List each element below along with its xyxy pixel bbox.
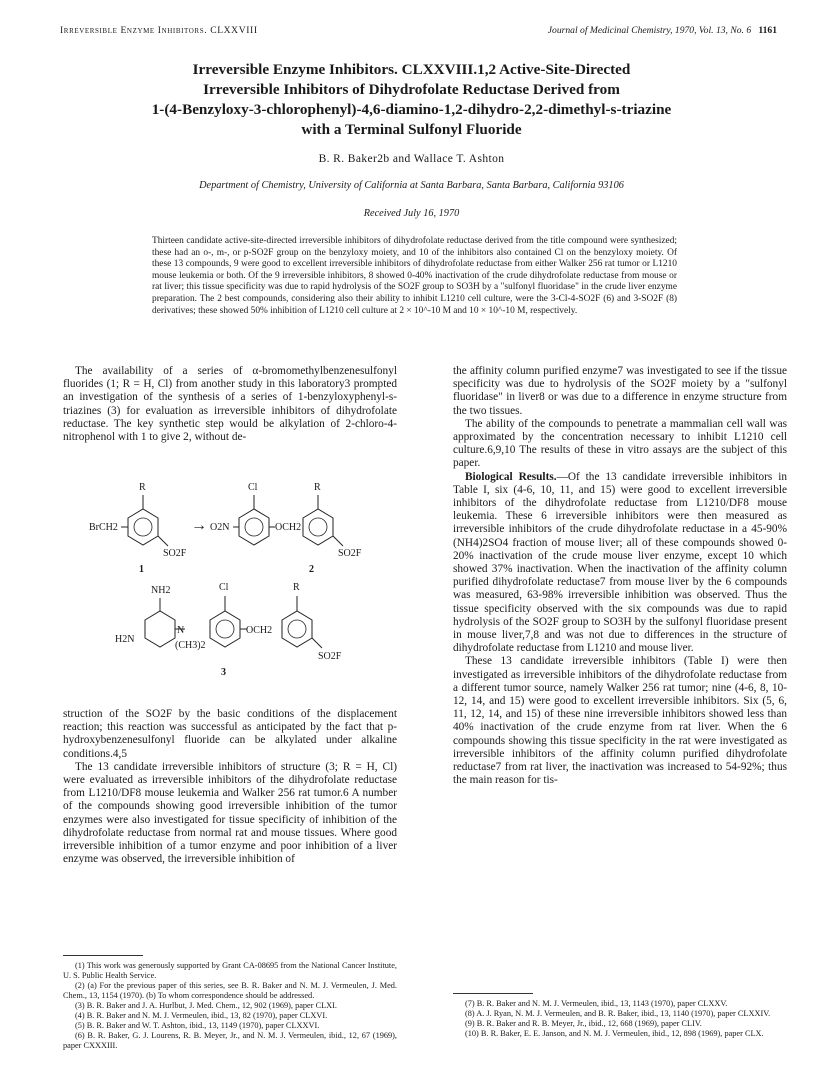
compound-1-structure (89, 482, 187, 575)
affiliation: Department of Chemistry, University of California at Santa Barbara, Santa Barbara, California 93106 (199, 180, 624, 191)
title-line-2: Irreversible Inhibitors of Dihydrofolate Reductase Derived from (203, 81, 620, 98)
footnote-4: (4) B. R. Baker and N. M. J. Vermeulen, ibid., 13, 82 (1970), paper CLXVI. (75, 1011, 328, 1020)
compound-2-r-label: R (314, 482, 321, 493)
compound-1-r-label: R (139, 482, 146, 493)
page-number: 1161 (758, 25, 777, 36)
compound-3-number: 3 (221, 667, 226, 678)
title-line-1: Irreversible Enzyme Inhibitors. CLXXVIII.1,2 Active-Site-Directed (192, 61, 631, 78)
compound-3-och2-label: OCH2 (246, 625, 273, 636)
running-header-right (548, 25, 777, 36)
compound-3-cl-label: Cl (219, 582, 229, 593)
compound-3-so2f-label: SO2F (318, 651, 342, 662)
abstract: Thirteen candidate active-site-directed irreversible inhibitors of dihydrofolate reductase derived from the title compound were synthesized; these had an o-, m-, or p-SO2F group on the benzyloxy moiety, and 10 of the inhibitors also contained Cl on the benzyloxy moiety. Of these 13 compounds, 9 were good to excellent irreversible inhibitors of dihydrofolate reductase from either Walker 256 rat tumor or L1210 mouse leukemia or both. Of the 9 irreversible inhibitors, 8 showed 0-40% inactivation of the crude dihydrofolate reductase from mouse or rat liver; this tissue specificity was due to rapid hydrolysis of the SO2F group to SO3H by a "sulfonyl fluoridase" in the crude liver enzyme preparation. The 2 best compounds, considering also their ability to inhibit L1210 cell culture, were the 3-Cl-4-SO2F (6) and 3-SO2F (8) derivatives; these showed 50% inhibition of L1210 cell culture at 2 × 10^-10 M and 10 × 10^-10 M, respectively. (152, 236, 677, 316)
biological-results-text: —Of the 13 candidate irreversible inhibitors in Table I, six (4-6, 10, 11, and 15) were good to excellent irreversible inhibitors of the dihydrofolate reductase from L1210/DF8 mouse leukemia. These 6 irreversible inhibitors were then measured as irreversible inhibitors of the crude dihydrofolate reductase in a 45-90% (NH4)2SO4 fraction of mouse liver; all of these compounds showed 0-20% inactivation of the crude mouse liver enzyme, except 10 which showed 37% inactivation. When the inactivation of the affinity column purified dihydrofolate reductase7 from mouse liver by the 6 compounds was measured, 63-98% irreversible inhibition was observed. Thus the tissue specificity observed with the six compounds was due to rapid hydrolysis of the SO2F group to SO3H by the sulfonyl fluoridase present in mouse liver,7,8 and was not due to differences in the structure of dihydrofolate reductase from L1210 and mouse liver. (453, 470, 787, 655)
footnote-1: (1) This work was generously supported by Grant CA-08695 from the National Cancer Institute, U. S. Public Health Service. (63, 961, 397, 980)
footnote-7: (7) B. R. Baker and N. M. J. Vermeulen, ibid., 13, 1143 (1970), paper CLXXV. (465, 999, 728, 1008)
continued-paragraph: struction of the SO2F by the basic conditions of the displacement reaction; this reaction was successful as anticipated by the fact that p-hydroxybenzenesulfonyl fluoride can be alkylated under alkaline conditions.4,5 (63, 708, 397, 760)
running-header-left: Irreversible Enzyme Inhibitors. CLXXVIII (60, 25, 258, 36)
reaction-arrow: → (191, 517, 207, 534)
compound-2-och2-label: OCH2 (275, 522, 302, 533)
title-line-4: with a Terminal Sulfonyl Fluoride (301, 121, 522, 138)
compound-1-brch2-label: BrCH2 (89, 522, 118, 533)
right-column (453, 365, 787, 788)
left-column-bottom (63, 708, 397, 866)
footnote-rule-right (453, 993, 533, 994)
footnote-5: (5) B. R. Baker and W. T. Ashton, ibid., 13, 1149 (1970), paper CLXXVI. (75, 1021, 320, 1030)
article-title (40, 60, 783, 140)
biological-results-heading: Biological Results. (465, 470, 557, 483)
received-date: Received July 16, 1970 (363, 208, 460, 219)
footnote-3: (3) B. R. Baker and J. A. Hurlbut, J. Med. Chem., 12, 902 (1969), paper CLXI. (75, 1001, 338, 1010)
authors: B. R. Baker2b and Wallace T. Ashton (318, 153, 505, 165)
compound-1-so2f-label: SO2F (163, 548, 187, 559)
running-header (60, 25, 777, 39)
footnote-6: (6) B. R. Baker, G. J. Lourens, R. B. Meyer, Jr., and N. M. J. Vermeulen, ibid., 12, 67 (1969), paper CXXXIII. (63, 1031, 397, 1050)
footnote-rule-left (63, 955, 143, 956)
journal-citation: Journal of Medicinal Chemistry, 1970, Vol. 13, No. 6 (547, 25, 752, 36)
footnote-8: (8) A. J. Ryan, N. M. J. Vermeulen, and B. R. Baker, ibid., 13, 1140 (1970), paper CLXXIV. (465, 1009, 771, 1018)
left-column-top (63, 365, 397, 444)
compound-1-number: 1 (139, 564, 144, 575)
compound-2-o2n-label: O2N (210, 522, 230, 533)
footnote-2: (2) (a) For the previous paper of this series, see B. R. Baker and N. M. J. Vermeulen, J. Med. Chem., 13, 1154 (1970). (b) To whom correspondence should be addressed. (63, 981, 397, 1000)
compound-3-n-label: N (177, 625, 185, 636)
title-line-3: 1-(4-Benzyloxy-3-chlorophenyl)-4,6-diamino-1,2-dihydro-2,2-dimethyl-s-triazine (151, 101, 672, 118)
compound-2-number: 2 (309, 564, 314, 575)
footnote-10: (10) B. R. Baker, E. E. Janson, and N. M. J. Vermeulen, ibid., 12, 898 (1969), paper CLX. (465, 1029, 764, 1038)
walker-tumor-paragraph: These 13 candidate irreversible inhibitors (Table I) were then investigated as irreversible inhibitors of the dihydrofolate reductase from a different tumor source, namely Walker 256 rat tumor; nine (4-6, 8, 10-12, 14, and 15) were good to excellent irreversible inhibitors. Six (5, 6, 11, 12, 14, and 15) of these nine irreversible inhibitors showed less than 40% inactivation of the crude enzyme from rat liver. When the 6 compounds showing this tissue specificity in the rat were investigated as irreversible inhibitors of the affinity column purified dihydrofolate reductase7 from rat liver, the inactivation was increased to 54-92%; thus the main reason for tis- (453, 655, 787, 787)
compound-3-h2n-label: H2N (115, 634, 135, 645)
compound-2-structure (210, 482, 362, 575)
intro-paragraph: The availability of a series of α-bromomethylbenzenesulfonyl fluorides (1; R = H, Cl) from another study in this laboratory3 prompted an investigation of the synthesis of a series of 1-benzyloxyphenyl-s-triazines (3) for evaluation as irreversible inhibitors of dihydrofolate reductase. The key synthetic step would be alkylation of 2-chloro-4-nitrophenol with 1 to give 2, without de- (63, 365, 397, 444)
biological-results-paragraph (453, 471, 787, 656)
compound-3-nh2-label: NH2 (151, 585, 171, 596)
compound-3-r-label: R (293, 582, 300, 593)
footnotes-left (63, 961, 397, 1051)
chemical-scheme (63, 470, 397, 708)
footnotes-right (453, 999, 787, 1039)
compound-2-so2f-label: SO2F (338, 548, 362, 559)
compound-2-cl-label: Cl (248, 482, 258, 493)
footnote-9: (9) B. R. Baker and R. B. Meyer, Jr., ibid., 12, 668 (1969), paper CLIV. (465, 1019, 702, 1028)
cell-culture-paragraph: The ability of the compounds to penetrate a mammalian cell wall was approximated by the concentration necessary to inhibit L1210 cell culture.6,9,10 The results of these in vitro assays are the subject of this paper. (453, 417, 787, 470)
compound-3-dimethyl-label: (CH3)2 (175, 640, 206, 651)
right-continued-paragraph: the affinity column purified enzyme7 was investigated to see if the tissue specificity was due to hydrolysis of the SO2F moiety by a "sulfonyl fluoridase" in liver8 or was due to a difference in enzyme structure from the two tissues. (453, 365, 787, 417)
evaluation-paragraph: The 13 candidate irreversible inhibitors of structure (3; R = H, Cl) were evaluated as irreversible inhibitors of the dihydrofolate reductase from L1210/DF8 mouse leukemia and Walker 256 rat tumor.6 A number of the compounds showing good irreversible inhibition of the tumor enzymes were also investigated for tissue specificity of inhibition of the dihydrofolate reductase from normal rat and mouse tissues. Where good irreversible inhibition of a tumor enzyme and poor inhibition of a liver enzyme was observed, the irreversible inhibition of (63, 760, 397, 866)
compound-3-structure (115, 582, 342, 678)
